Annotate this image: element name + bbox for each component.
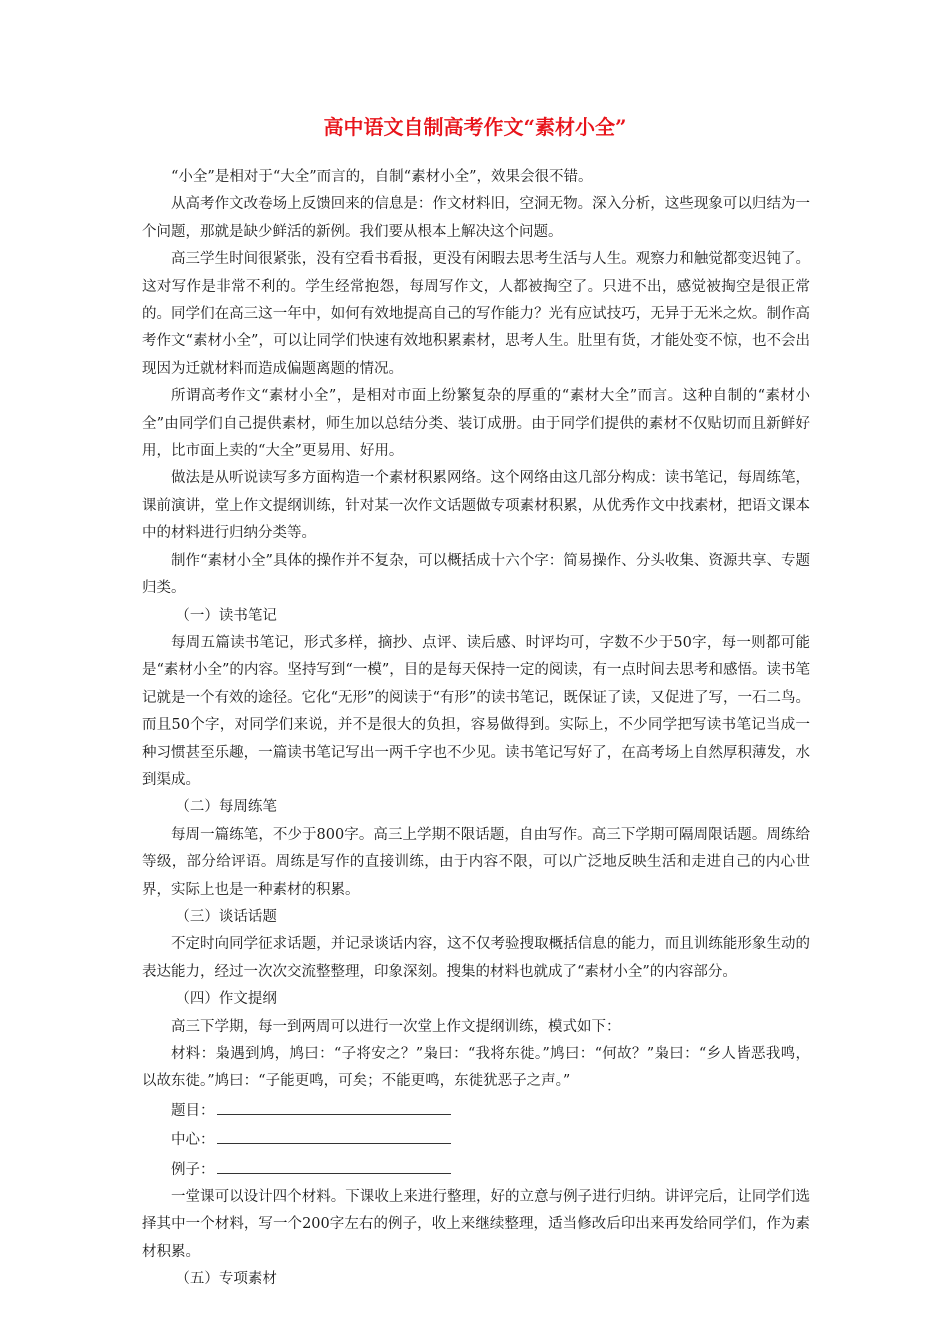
paragraph-senior-students: 高三学生时间很紧张，没有空看书看报，更没有闲暇去思考生活与人生。观察力和触觉都变迟钝了。这对写作是非常不利的。学生经常抱怨，每周写作文，人都被掏空了。只进不出，感觉被掏空是很正常的。同学们在高三这一年中，如何有效地提高自己的写作能力？光有应试技巧，无异于无米之炊。制作高考作文“素材小全”，可以让同学们快速有效地积累素材，思考人生。肚里有货，才能处变不惊，也不会出现因为迁就材料而造成偏题离题的情况。 [142,251,810,377]
paragraph-weekly-writing: 每周一篇练笔，不少于800字。高三上学期不限话题，自由写作。高三下学期可隔周限话题。周练给等级，部分给评语。周练是写作的直接训练，由于内容不限，可以广泛地反映生活和走进自己的内心世界，实际上也是一种素材的积累。 [142,826,810,898]
paragraph-talk-topics: 不定时向同学征求话题，并记录谈话内容，这不仅考验搜取概括信息的能力，而且训练能形象生动的表达能力，经过一次次交流整整理，印象深刻。搜集的材料也就成了“素材小全”的内容部分。 [142,936,810,980]
section-heading-outline: （四）作文提纲 [175,991,277,1008]
paragraph-operation: 制作“素材小全”具体的操作并不复杂，可以概括成十六个字：简易操作、分头收集、资源共享、专题归类。 [142,552,810,597]
fill-label-title: 题目： [171,1102,215,1119]
paragraph-outline-intro: 高三下学期，每一到两周可以进行一次堂上作文提纲训练，模式如下： [171,1018,621,1035]
paragraph-feedback: 从高考作文改卷场上反馈回来的信息是：作文材料旧，空洞无物。深入分析，这些现象可以归结为一个问题，那就是缺少鲜活的新例。我们要从根本上解决这个问题。 [142,196,810,240]
fill-line-title [142,1096,810,1125]
paragraph-outline-material: 材料：枭遇到鸠，鸠曰：“子将安之？”枭曰：“我将东徙。”鸠曰：“何故？”枭曰：“乡人皆恶我鸣，以故东徙。”鸠曰：“子能更鸣，可矣；不能更鸣，东徙犹恶子之声。” [142,1046,810,1090]
blank-line [217,1096,451,1115]
section-heading-talk-topics: （三）谈话话题 [175,908,277,925]
blank-line [217,1125,451,1144]
paragraph-definition: 所谓高考作文“素材小全”，是相对市面上纷繁复杂的厚重的“素材大全”而言。这种自制的“素材小全”由同学们自己提供素材，师生加以总结分类、装订成册。由于同学们提供的素材不仅贴切而且新鲜好用，比市面上卖的“大全”更易用、好用。 [142,388,810,460]
blank-line [217,1155,451,1174]
paragraph-outline-followup: 一堂课可以设计四个材料。下课收上来进行整理，好的立意与例子进行归纳。讲评完后，让同学们选择其中一个材料，写一个200字左右的例子，收上来继续整理，适当修改后印出来再发给同学们，作为素材积累。 [142,1189,810,1260]
paragraph-method: 做法是从听说读写多方面构造一个素材积累网络。这个网络由这几部分构成：读书笔记，每周练笔，课前演讲，堂上作文提纲训练，针对某一次作文话题做专项素材积累，从优秀作文中找素材，把语文课本中的材料进行归纳分类等。 [142,470,810,542]
fill-label-example: 例子： [171,1161,215,1178]
paragraph-reading-notes: 每周五篇读书笔记，形式多样，摘抄、点评、读后感、时评均可，字数不少于50字，每一则都可能是“素材小全”的内容。坚持写到“一模”，目的是每天保持一定的阅读，有一点时间去思考和感悟。读书笔记就是一个有效的途径。它化“无形”的阅读于“有形”的读书笔记，既保证了读，又促进了写，一石二鸟。而且50个字，对同学们来说，并不是很大的负担，容易做得到。实际上，不少同学把写读书笔记当成一种习惯甚至乐趣，一篇读书笔记写出一两千字也不少见。读书笔记写好了，在高考场上自然厚积薄发，水到渠成。 [142,634,810,788]
fill-line-center [142,1125,810,1154]
paragraph-intro: “小全”是相对于“大全”而言的，自制“素材小全”，效果会很不错。 [171,169,593,185]
section-heading-special-material: （五）专项素材 [175,1271,277,1288]
fill-label-center: 中心： [171,1132,215,1149]
section-heading-weekly-writing: （二）每周练笔 [175,799,277,816]
fill-line-example [142,1155,810,1184]
document-body [142,164,810,1294]
document-title: 高中语文自制高考作文“素材小全” [323,115,627,139]
section-heading-reading-notes: （一）读书笔记 [175,607,277,624]
